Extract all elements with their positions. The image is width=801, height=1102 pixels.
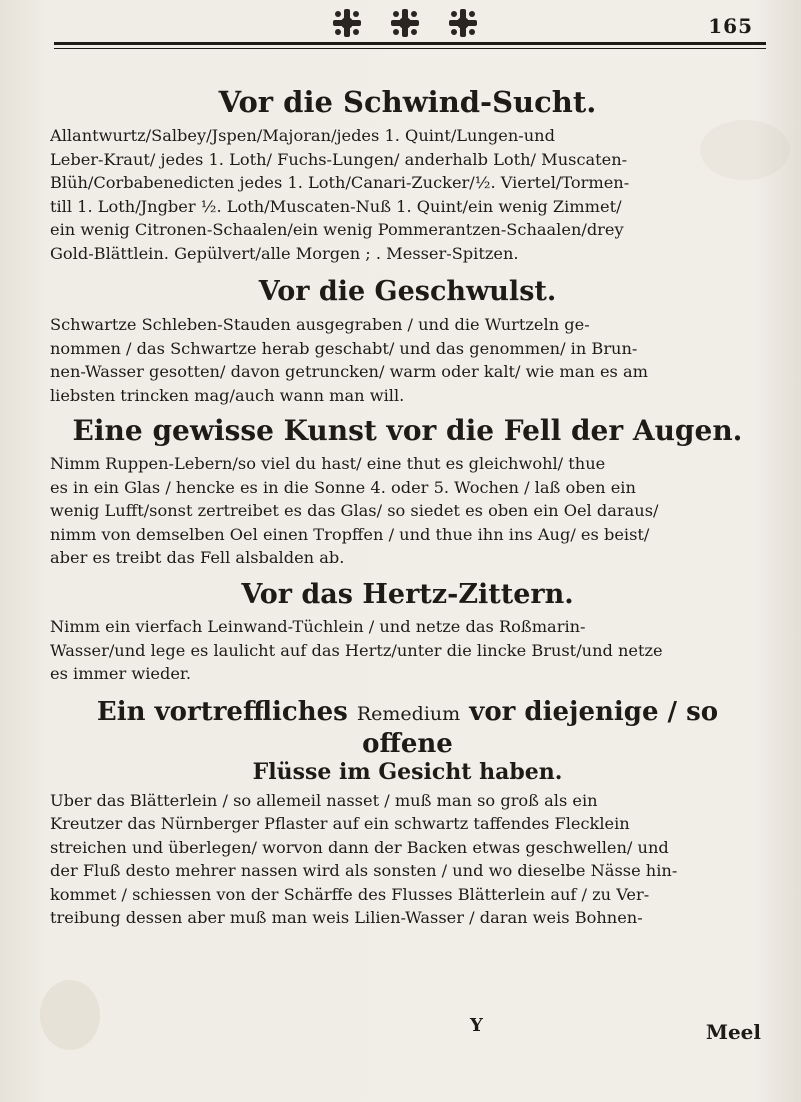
text-line: streichen und überlegen/ worvon dann der Backen etwas geschwellen/ und	[50, 837, 669, 857]
section-heading	[50, 696, 765, 761]
text-line: aber es treibt das Fell alsbalden ab.	[50, 548, 345, 567]
text-line: till 1. Loth/Jngber ½. Loth/Muscaten-Nuß 1. Quint/ein wenig Zimmet/	[50, 196, 622, 216]
text-line: Allantwurtz/Salbey/Jspen/Majoran/jedes 1. Quint/Lungen-und	[50, 126, 555, 146]
text-line: wenig Lufft/sonst zertreibet es das Glas/ so siedet es oben ein Oel daraus/	[50, 501, 659, 520]
text-line: Kreutzer das Nürnberger Pflaster auf ein schwartz taffendes Flecklein	[50, 814, 630, 834]
text-line: ein wenig Citronen-Schaalen/ein wenig Pommerantzen-Schaalen/drey	[50, 220, 624, 240]
catchword: Meel	[705, 1020, 761, 1044]
signature-mark: Y	[470, 1015, 483, 1036]
section-text	[50, 313, 765, 407]
text-line: liebsten trincken mag/auch wann man will.	[50, 385, 405, 405]
section-heading: Vor die Schwind-Sucht.	[218, 85, 597, 119]
section-text	[50, 452, 765, 570]
text-line: Wasser/und lege es laulicht auf das Hertz/unter die lincke Brust/und netze	[50, 640, 663, 660]
fleuron-icon	[388, 6, 422, 40]
heading-part: vor diejenige / so offene	[362, 696, 719, 760]
text-line: Nimm ein vierfach Leinwand-Tüchlein / und netze das Roßmarin-	[50, 617, 586, 637]
text-line: Leber-Kraut/ jedes 1. Loth/ Fuchs-Lungen/ anderhalb Loth/ Muscaten-	[50, 149, 628, 169]
text-line: es in ein Glas / hencke es in die Sonne 4. oder 5. Wochen / laß oben ein	[50, 477, 636, 497]
fleuron-icon	[446, 6, 480, 40]
fleuron-icon	[330, 6, 364, 40]
text-line: Nimm Ruppen-Lebern/so viel du hast/ eine thut es gleichwohl/ thue	[50, 454, 606, 473]
section-heading: Vor das Hertz-Zittern.	[241, 578, 574, 610]
page-number: 165	[708, 14, 753, 38]
text-line: Uber das Blätterlein / so allemeil nasset / muß man so groß als ein	[50, 790, 598, 810]
text-line: Gold-Blättlein. Gepülvert/alle Morgen ; . Messer-Spitzen.	[50, 243, 519, 263]
section-text	[50, 789, 765, 930]
section-heading: Vor die Geschwulst.	[258, 276, 557, 308]
header-rule	[54, 42, 766, 45]
section-subheading: Flüsse im Gesicht haben.	[252, 758, 563, 785]
page-content	[50, 58, 765, 930]
text-line: nimm von demselben Oel einen Tropffen / und thue ihn ins Aug/ es beist/	[50, 524, 650, 544]
text-line: Schwartze Schleben-Stauden ausgegraben / und die Wurtzeln ge-	[50, 315, 590, 334]
section-heading: Eine gewisse Kunst vor die Fell der Augen.	[72, 414, 743, 447]
text-line: nen-Wasser gesotten/ davon getruncken/ warm oder kalt/ wie man es am	[50, 362, 648, 381]
text-line: Blüh/Corbabenedicten jedes 1. Loth/Canari-Zucker/½. Viertel/Tormen-	[50, 173, 630, 193]
text-line: treibung dessen aber muß man weis Lilien-Wasser / daran weis Bohnen-	[50, 908, 643, 928]
text-line: es immer wieder.	[50, 664, 192, 684]
section-text	[50, 124, 765, 265]
section-text	[50, 615, 765, 686]
text-line: der Fluß desto mehrer nassen wird als sonsten / und wo dieselbe Nässe hin-	[50, 861, 678, 881]
text-line: kommet / schiessen von der Schärffe des Flusses Blätterlein auf / zu Ver-	[50, 884, 650, 904]
text-line: nommen / das Schwartze herab geschabt/ und das genommen/ in Brun-	[50, 338, 638, 358]
heading-latin-word: Remedium	[356, 702, 461, 725]
heading-part: Ein vortreffliches	[96, 696, 348, 727]
header-rule-thin	[54, 48, 766, 49]
header-ornaments	[330, 6, 480, 40]
